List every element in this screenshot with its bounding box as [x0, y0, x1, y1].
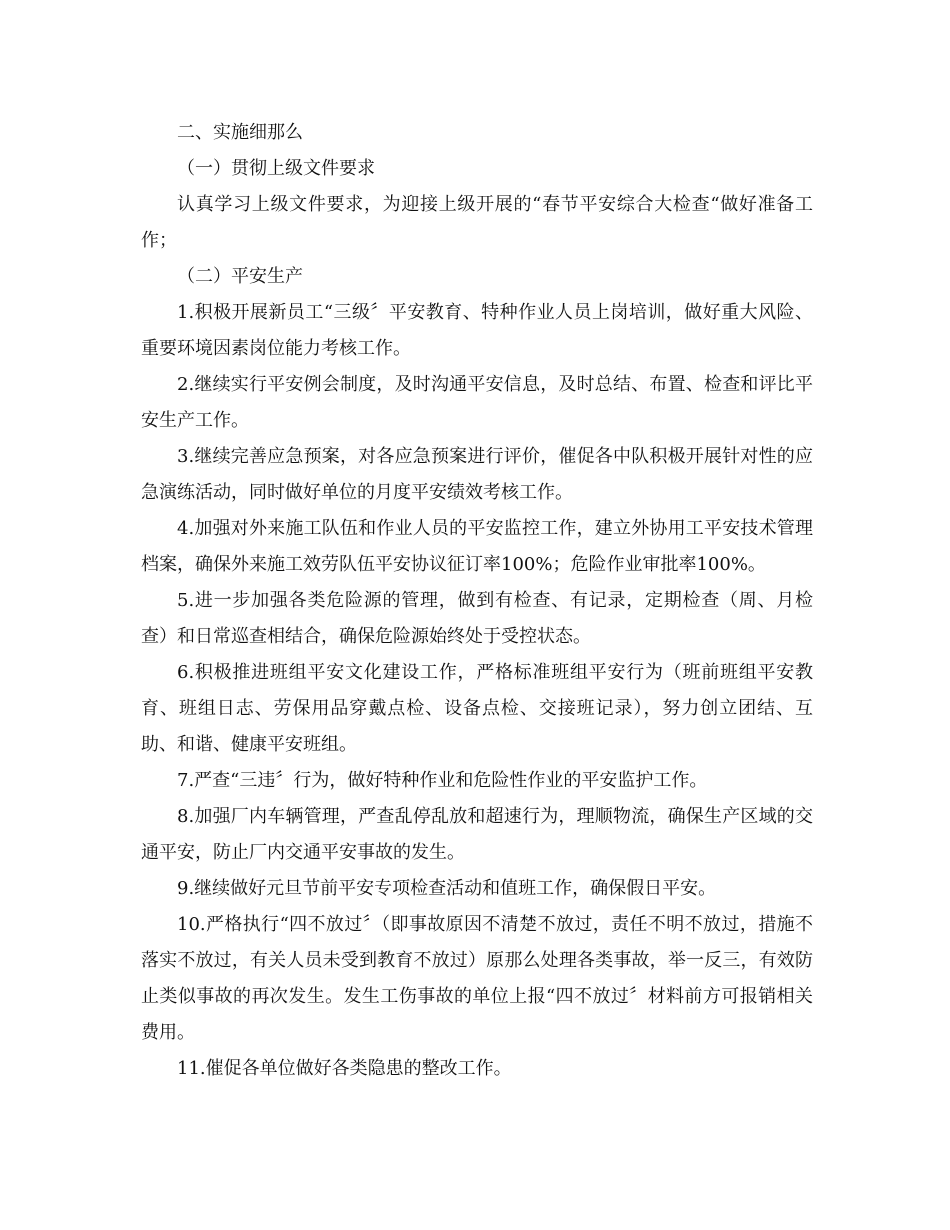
- list-item: 8.加强厂内车辆管理，严查乱停乱放和超速行为，理顺物流，确保生产区域的交通平安，防止厂内交通平安事故的发生。: [141, 806, 813, 863]
- list-item: 11.催促各单位做好各类隐患的整改工作。: [177, 1058, 512, 1079]
- section-heading: 二、实施细那么: [177, 122, 303, 143]
- list-item: 10.严格执行“四不放过〞（即事故原因不清楚不放过，责任不明不放过，措施不落实不放过，有关人员未受到教育不放过）原那么处理各类事故，举一反三，有效防止类似事故的再次发生。发生工伤事故的单位上报“四不放过〞材料前方可报销相关费用。: [141, 914, 813, 1043]
- list-item: 5.进一步加强各类危险源的管理，做到有检查、有记录，定期检查（周、月检查）和日常巡查相结合，确保危险源始终处于受控状态。: [141, 590, 813, 647]
- body-paragraph: 认真学习上级文件要求，为迎接上级开展的“春节平安综合大检查“做好准备工作；: [141, 194, 813, 251]
- list-item: 7.严查“三违〞行为，做好特种作业和危险性作业的平安监护工作。: [177, 770, 708, 791]
- list-item: 3.继续完善应急预案，对各应急预案进行评价，催促各中队积极开展针对性的应急演练活动，同时做好单位的月度平安绩效考核工作。: [141, 446, 813, 503]
- list-item: 2.继续实行平安例会制度，及时沟通平安信息，及时总结、布置、检查和评比平安生产工作。: [141, 374, 813, 431]
- list-item: 4.加强对外来施工队伍和作业人员的平安监控工作，建立外协用工平安技术管理档案，确保外来施工效劳队伍平安协议征订率100%；危险作业审批率100%。: [141, 518, 813, 575]
- list-item: 9.继续做好元旦节前平安专项检查活动和值班工作，确保假日平安。: [177, 878, 717, 899]
- subsection-heading: （二）平安生产: [177, 266, 303, 287]
- subsection-heading: （一）贯彻上级文件要求: [177, 158, 375, 179]
- document-body: [141, 115, 813, 1087]
- list-item: 1.积极开展新员工“三级〞平安教育、特种作业人员上岗培训，做好重大风险、重要环境因素岗位能力考核工作。: [141, 302, 813, 359]
- list-item: 6.积极推进班组平安文化建设工作，严格标准班组平安行为（班前班组平安教育、班组日志、劳保用品穿戴点检、设备点检、交接班记录），努力创立团结、互助、和谐、健康平安班组。: [141, 662, 813, 755]
